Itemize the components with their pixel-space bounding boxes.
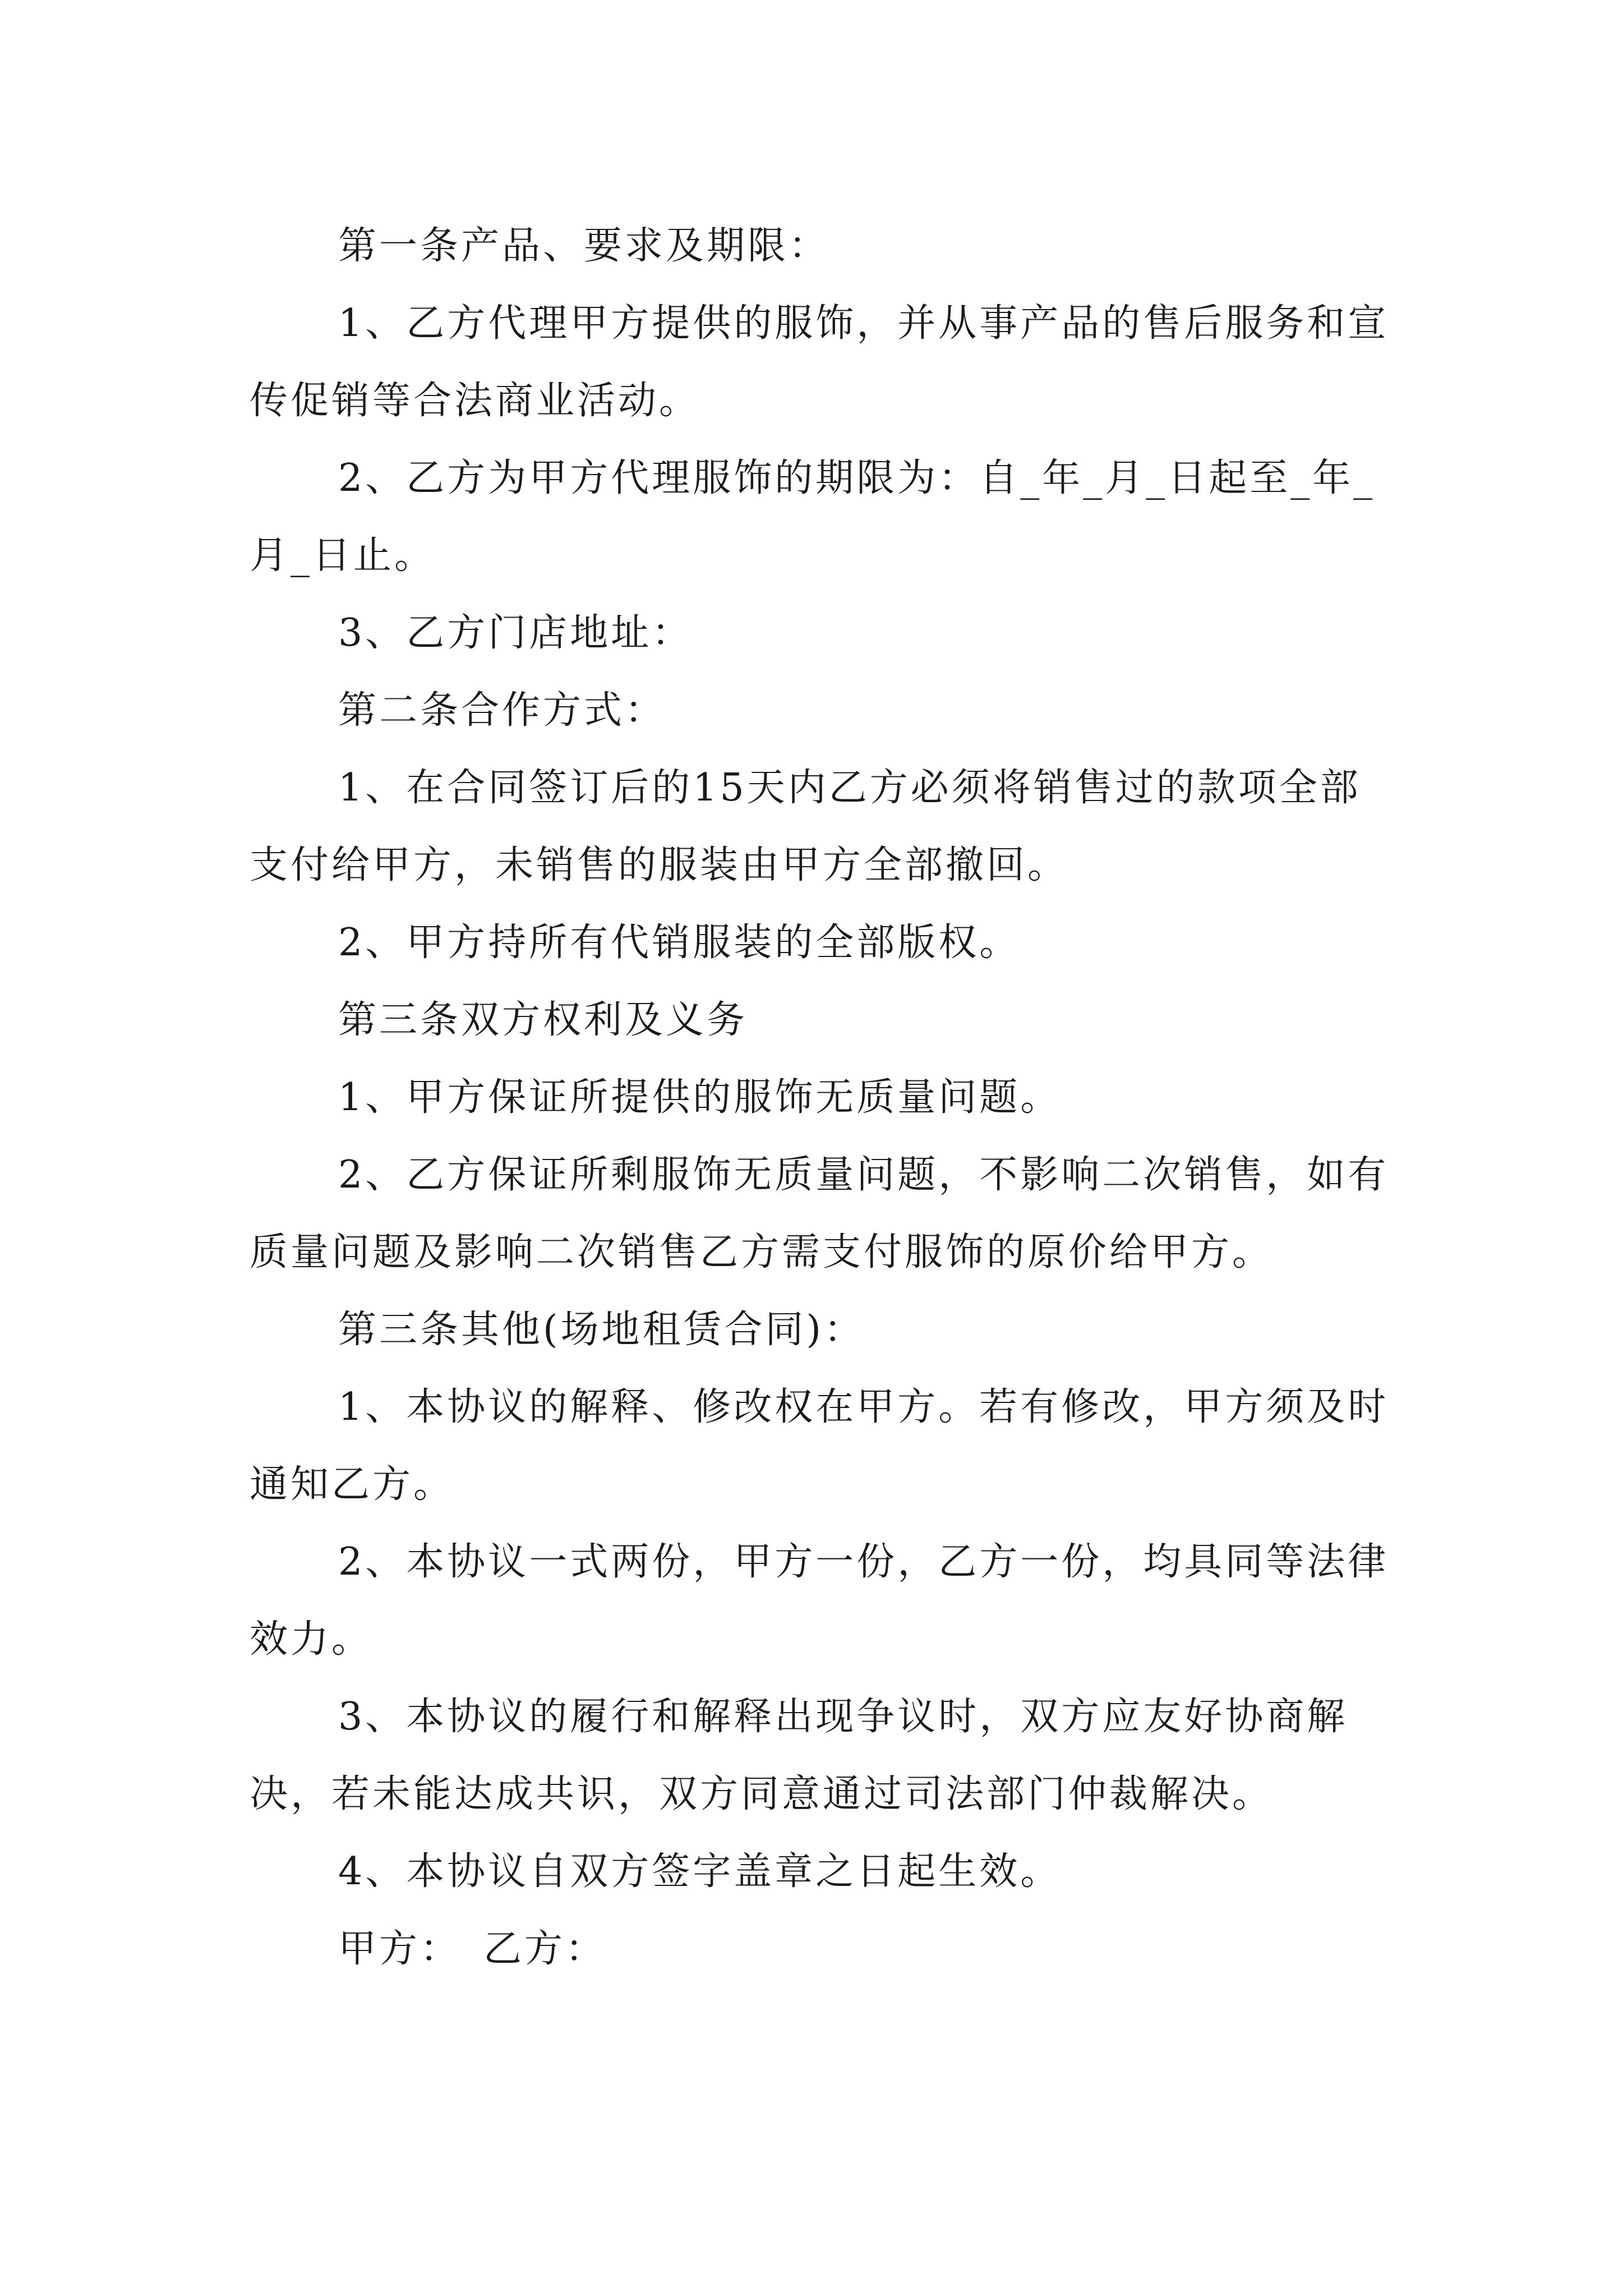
article-4-item-3: 3、本协议的履行和解释出现争议时，双方应友好协商解决，若未能达成共识，双方同意通过司法部门仲裁解决。 (250, 1695, 1348, 1816)
article-1-item-2: 2、乙方为甲方代理服饰的期限为：自_年_月_日起至_年_月_日止。 (250, 456, 1376, 578)
article-3-item-2: 2、乙方保证所剩服饰无质量问题，不影响二次销售，如有质量问题及影响二次销售乙方需支付服饰的原价给甲方。 (250, 1153, 1389, 1274)
article-4-item-4: 4、本协议自双方签字盖章之日起生效。 (338, 1849, 1062, 1894)
article-2-item-1: 1、在合同签订后的15天内乙方必须将销售过的款项全部支付给甲方，未销售的服装由甲方全部撤回。 (250, 766, 1361, 887)
contract-page (250, 208, 1394, 1988)
article-4-item-2: 2、本协议一式两份，甲方一份，乙方一份，均具同等法律效力。 (250, 1540, 1389, 1662)
article-1-item-1: 1、乙方代理甲方提供的服饰，并从事产品的售后服务和宣传促销等合法商业活动。 (250, 301, 1389, 423)
party-b-label: 乙方： (483, 1927, 607, 1971)
article-3-item-1: 1、甲方保证所提供的服饰无质量问题。 (338, 1075, 1062, 1120)
signature-line (250, 1911, 1394, 1988)
article-1-item-3: 3、乙方门店地址： (338, 611, 693, 655)
article-2-heading: 第二条合作方式： (338, 688, 666, 733)
article-1-heading: 第一条产品、要求及期限： (338, 224, 830, 268)
article-4-item-1: 1、本协议的解释、修改权在甲方。若有修改，甲方须及时通知乙方。 (250, 1385, 1389, 1507)
article-4-heading: 第三条其他(场地租赁合同)： (338, 1308, 865, 1352)
party-a-label: 甲方： (338, 1927, 462, 1971)
article-2-item-2: 2、甲方持所有代销服装的全部版权。 (338, 921, 1021, 965)
article-3-heading: 第三条双方权利及义务 (338, 998, 748, 1042)
